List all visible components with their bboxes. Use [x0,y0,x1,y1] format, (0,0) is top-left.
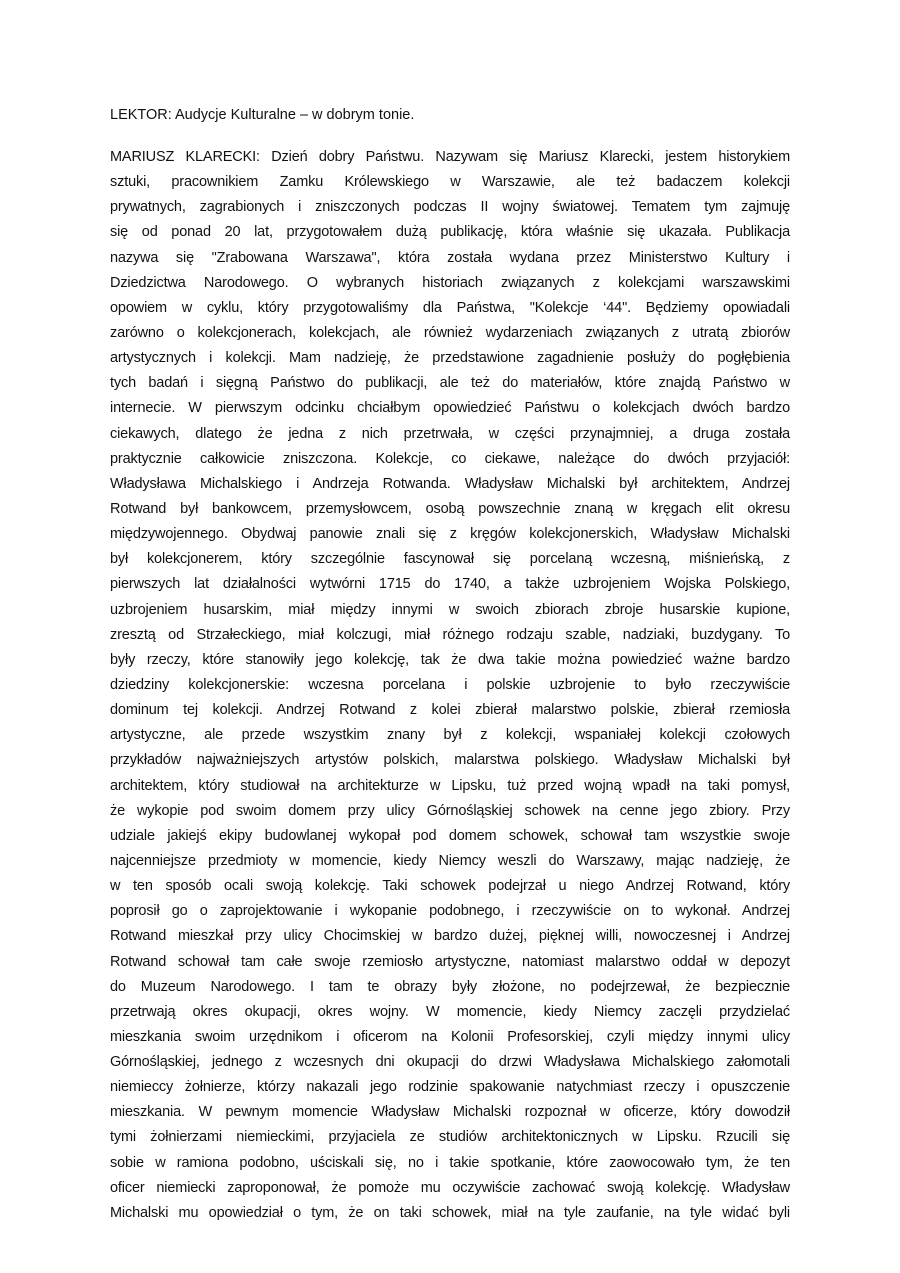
paragraph-line: że wykopie pod swoim domem przy ulicy Górnośląskiej schowek na cenne jego zbiory. Przy [110,802,790,819]
paragraph-line: Władysława Michalskiego i Andrzeja Rotwanda. Władysław Michalski był architektem, Andrzej [110,475,790,492]
paragraph-line: przetrwają okres okupacji, okres wojny. W momencie, kiedy Niemcy zaczęli przydzielać [110,1003,790,1020]
paragraph-line: zresztą od Strzałeckiego, miał kolczugi, miał różnego rodzaju szable, nadziaki, buzdygany. To [110,626,790,643]
paragraph-line: artystycznych i kolekcji. Mam nadzieję, że przedstawione zagadnienie posłuży do pogłębienia [110,350,790,367]
speaker-intro-line: LEKTOR: Audycje Kulturalne – w dobrym tonie. [110,107,415,123]
paragraph-line: przykładów najważniejszych artystów polskich, malarstwa polskiego. Władysław Michalski był [110,752,790,769]
paragraph-line: były rzeczy, które stanowiły jego kolekcję, tak że dwa takie można powiedzieć ważne bardzo [110,651,790,668]
paragraph-line: architektem, który studiował na architekturze w Lipsku, tuż przed wojną wpadł na taki pomysł, [110,777,790,794]
paragraph-line: oficer niemiecki zaproponował, że pomoże mu oczywiście zachować swoją kolekcję. Władysław [110,1179,790,1196]
paragraph-line: zarówno o kolekcjonerach, kolekcjach, ale również wydarzeniach związanych z utratą zbiorów [110,324,790,341]
paragraph-line: Rotwand był bankowcem, przemysłowcem, osobą powszechnie znaną w kręgach elit okresu [110,500,790,517]
paragraph-line: dominum tej kolekcji. Andrzej Rotwand z kolei zbierał malarstwo polskie, zbierał rzemiosła [110,702,790,719]
paragraph-line: mieszkania swoim urzędnikom i oficerom na Kolonii Profesorskiej, czyli między innymi ulicy [110,1028,790,1045]
paragraph-line: Michalski mu opowiedział o tym, że on taki schowek, miał na tyle zaufanie, na tyle widać byli [110,1204,790,1221]
paragraph-line: tych badań i sięgną Państwo do publikacji, ale też do materiałów, które znajdą Państwo w [110,375,790,392]
paragraph-line: internecie. W pierwszym odcinku chciałbym opowiedzieć Państwu o kolekcjach dwóch bardzo [110,400,790,417]
paragraph-line: mieszkania. W pewnym momencie Władysław Michalski rozpoznał w oficerze, który dowodził [110,1104,790,1121]
paragraph-line: tymi żołnierzami niemieckimi, przyjaciela ze studiów architektonicznych w Lipsku. Rzucili się [110,1129,790,1146]
paragraph-line: się od ponad 20 lat, przygotowałem dużą publikację, która właśnie się ukazała. Publikacja [110,224,790,241]
paragraph-line: uzbrojeniem husarskim, miał między innymi w swoich zbiorach zbroje husarskie kupione, [110,601,790,618]
paragraph-line: w ten sposób ocali swoją kolekcję. Taki schowek podejrzał u niego Andrzej Rotwand, który [110,878,790,895]
paragraph-line: opowiem w cyklu, który przygotowaliśmy dla Państwa, "Kolekcje ‘44". Będziemy opowiadali [110,299,790,316]
paragraph-line: najcenniejsze przedmioty w momencie, kiedy Niemcy weszli do Warszawy, mając nadzieję, że [110,852,790,869]
paragraph-line: nazywa się "Zrabowana Warszawa", która została wydana przez Ministerstwo Kultury i [110,249,790,266]
transcript-paragraph [110,145,790,1226]
paragraph-line: Rotwand mieszkał przy ulicy Chocimskiej w bardzo dużej, pięknej willi, nowoczesnej i Andrzej [110,928,790,945]
paragraph-line: ciekawych, dlatego że jedna z nich przetrwała, w części przynajmniej, a druga została [110,425,790,442]
paragraph-line: niemieccy żołnierze, którzy nakazali jego rodzinie spakowanie natychmiast rzeczy i opuszczenie [110,1079,790,1096]
paragraph-line: międzywojennego. Obydwaj panowie znali się z kręgów kolekcjonerskich, Władysław Michalski [110,526,790,543]
paragraph-line: pierwszych lat działalności wytwórni 1715 do 1740, a także uzbrojeniem Wojska Polskiego, [110,576,790,593]
paragraph-line: Rotwand schował tam całe swoje rzemiosło artystyczne, natomiast malarstwo oddał w depozyt [110,953,790,970]
paragraph-line: Dziedzictwa Narodowego. O wybranych historiach związanych z kolekcjami warszawskimi [110,274,790,291]
paragraph-line: był kolekcjonerem, który szczególnie fascynował się porcelaną wczesną, miśnieńską, z [110,551,790,568]
paragraph-line: prywatnych, zagrabionych i zniszczonych podczas II wojny światowej. Tematem tym zajmuję [110,199,790,216]
paragraph-line: dziedziny kolekcjonerskie: wczesna porcelana i polskie uzbrojenie to było rzeczywiście [110,676,790,693]
paragraph-line: Górnośląskiej, jednego z wczesnych dni okupacji do drzwi Władysława Michalskiego załomotali [110,1054,790,1071]
paragraph-line: poprosił go o zaprojektowanie i wykopanie podobnego, i rzeczywiście on to wykonał. Andrzej [110,903,790,920]
paragraph-line: MARIUSZ KLARECKI: Dzień dobry Państwu. Nazywam się Mariusz Klarecki, jestem historykiem [110,149,790,165]
paragraph-line: sobie w ramiona podobno, uściskali się, no i takie spotkanie, które zaowocowało tym, że ten [110,1154,790,1171]
paragraph-line: sztuki, pracownikiem Zamku Królewskiego w Warszawie, ale też badaczem kolekcji [110,174,790,191]
paragraph-line: udziale jakiejś ekipy budowlanej wykopał pod domem schowek, schował tam wszystkie swoje [110,827,790,844]
paragraph-line: do Muzeum Narodowego. I tam te obrazy były złożone, no podejrzewał, że bezpiecznie [110,978,790,995]
paragraph-line: praktycznie całkowicie zniszczona. Kolekcje, co ciekawe, należące do dwóch przyjaciół: [110,450,790,467]
paragraph-line: artystyczne, ale przede wszystkim znany był z kolekcji, wspaniałej kolekcji czołowych [110,727,790,744]
